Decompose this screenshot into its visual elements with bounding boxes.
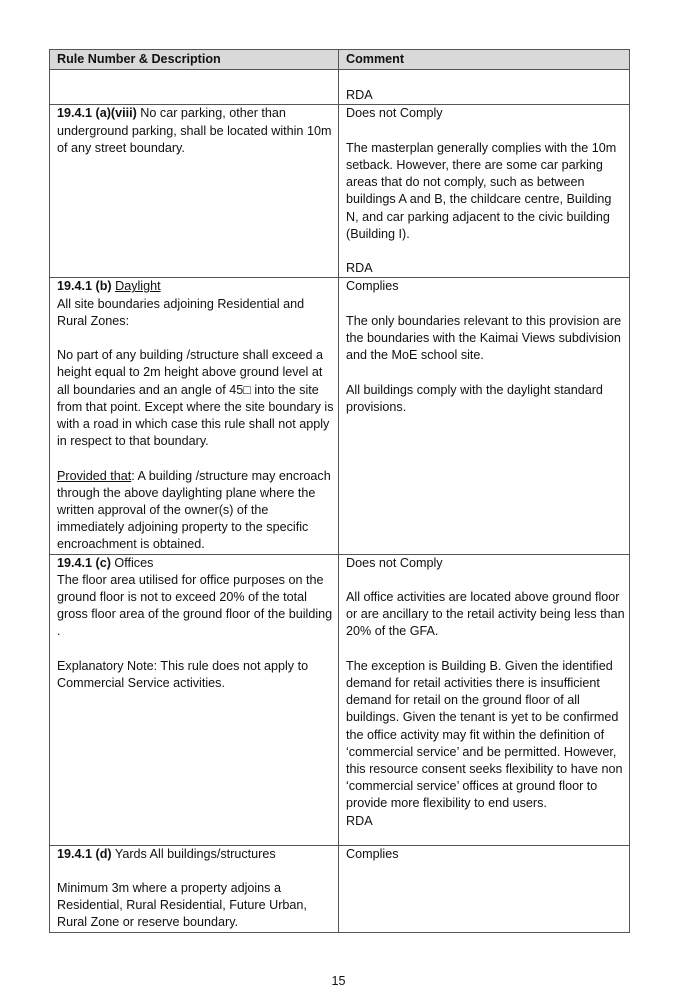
rule-number: 19.4.1 (d) xyxy=(57,846,112,861)
column-header-rule: Rule Number & Description xyxy=(50,50,339,70)
comment-footer: RDA xyxy=(346,813,373,828)
rule-cell xyxy=(50,278,339,554)
comment-body: The masterplan generally complies with the 10m setback. However, there are some car parking areas that do not comply, such as between buildings A and B, the childcare centre, Building N, and car parking adjacent to the civic building (Building I). xyxy=(346,140,617,241)
rule-heading xyxy=(57,846,334,863)
comment-cell xyxy=(339,278,630,554)
rule-text: The floor area utilised for office purposes on the ground floor is not to exceed 20% of the total gross floor area of the ground floor of the building . xyxy=(57,572,333,639)
table-row xyxy=(50,278,630,554)
table-row xyxy=(50,554,630,845)
rule-number: 19.4.1 (c) xyxy=(57,555,111,570)
rule-cell xyxy=(50,105,339,278)
rule-cell xyxy=(50,70,339,105)
table-header-row xyxy=(50,50,630,70)
rule-note: Explanatory Note: This rule does not apply to Commercial Service activities. xyxy=(57,658,309,691)
comment-status: Does not Comply xyxy=(346,555,443,570)
rule-text: No car parking, other than underground parking, shall be located within 10m of any street boundary. xyxy=(57,106,332,155)
rule-description xyxy=(57,105,334,157)
comment-cell xyxy=(339,845,630,932)
comment-status: RDA xyxy=(346,88,373,103)
table-row xyxy=(50,70,630,105)
rule-cell xyxy=(50,554,339,845)
rule-number: 19.4.1 (b) xyxy=(57,279,112,294)
rule-title: Yards All buildings/structures xyxy=(111,846,276,861)
column-header-comment: Comment xyxy=(339,50,630,70)
comment-body: All office activities are located above ground floor or are ancillary to the retail activity being less than 20% of the GFA. xyxy=(346,590,625,639)
comment-status: Does not Comply xyxy=(346,106,443,121)
comment-body: All buildings comply with the daylight standard provisions. xyxy=(346,382,603,414)
comment-footer: RDA xyxy=(346,261,373,276)
comment-body: The only boundaries relevant to this provision are the boundaries with the Kaimai Views subdivision and the MoE school site. xyxy=(346,313,622,363)
rule-paragraph: No part of any building /structure shall exceed a height equal to 2m height above ground level at all boundaries and an angle of 45□ into the site from that point. Except where the site boundary is with a road in which case this rule shall not apply in respect to that boundary. xyxy=(57,348,334,449)
rule-cell xyxy=(50,845,339,932)
rule-title: Offices xyxy=(110,555,154,570)
comment-body: The exception is Building B. Given the identified demand for retail activities there is insufficient demand for retail on the ground floor of all buildings. Given the tenant is yet to be confirmed the office activity may fit within the definition of ‘commercial service’ and be permitted. However, this resource consent seeks flexibility to have non ‘commercial service’ offices at ground floor to provide more flexibility to end users. xyxy=(346,658,623,811)
rule-intro: All site boundaries adjoining Residential and Rural Zones: xyxy=(57,296,305,328)
rules-table xyxy=(49,49,630,933)
proviso-text: : A building /structure may encroach through the above daylighting plane where the written approval of the owner(s) of the immediately adjoining property to the specific encroachment is obtained. xyxy=(57,468,331,552)
rule-text: Minimum 3m where a property adjoins a Residential, Rural Residential, Future Urban, Rural Zone or reserve boundary. xyxy=(57,881,307,930)
page-number: 15 xyxy=(331,974,346,988)
comment-cell xyxy=(339,105,630,278)
rule-heading xyxy=(57,278,334,295)
comment-cell xyxy=(339,70,630,105)
rule-title: Daylight xyxy=(115,279,161,294)
comment-status: Complies xyxy=(346,846,399,861)
table-row xyxy=(50,105,630,278)
comment-status: Complies xyxy=(346,279,399,294)
proviso-label: Provided that xyxy=(57,468,132,483)
rule-heading xyxy=(57,555,334,572)
table-row xyxy=(50,845,630,932)
rule-number: 19.4.1 (a)(viii) xyxy=(57,106,137,121)
comment-cell xyxy=(339,554,630,845)
rule-proviso xyxy=(57,468,334,554)
